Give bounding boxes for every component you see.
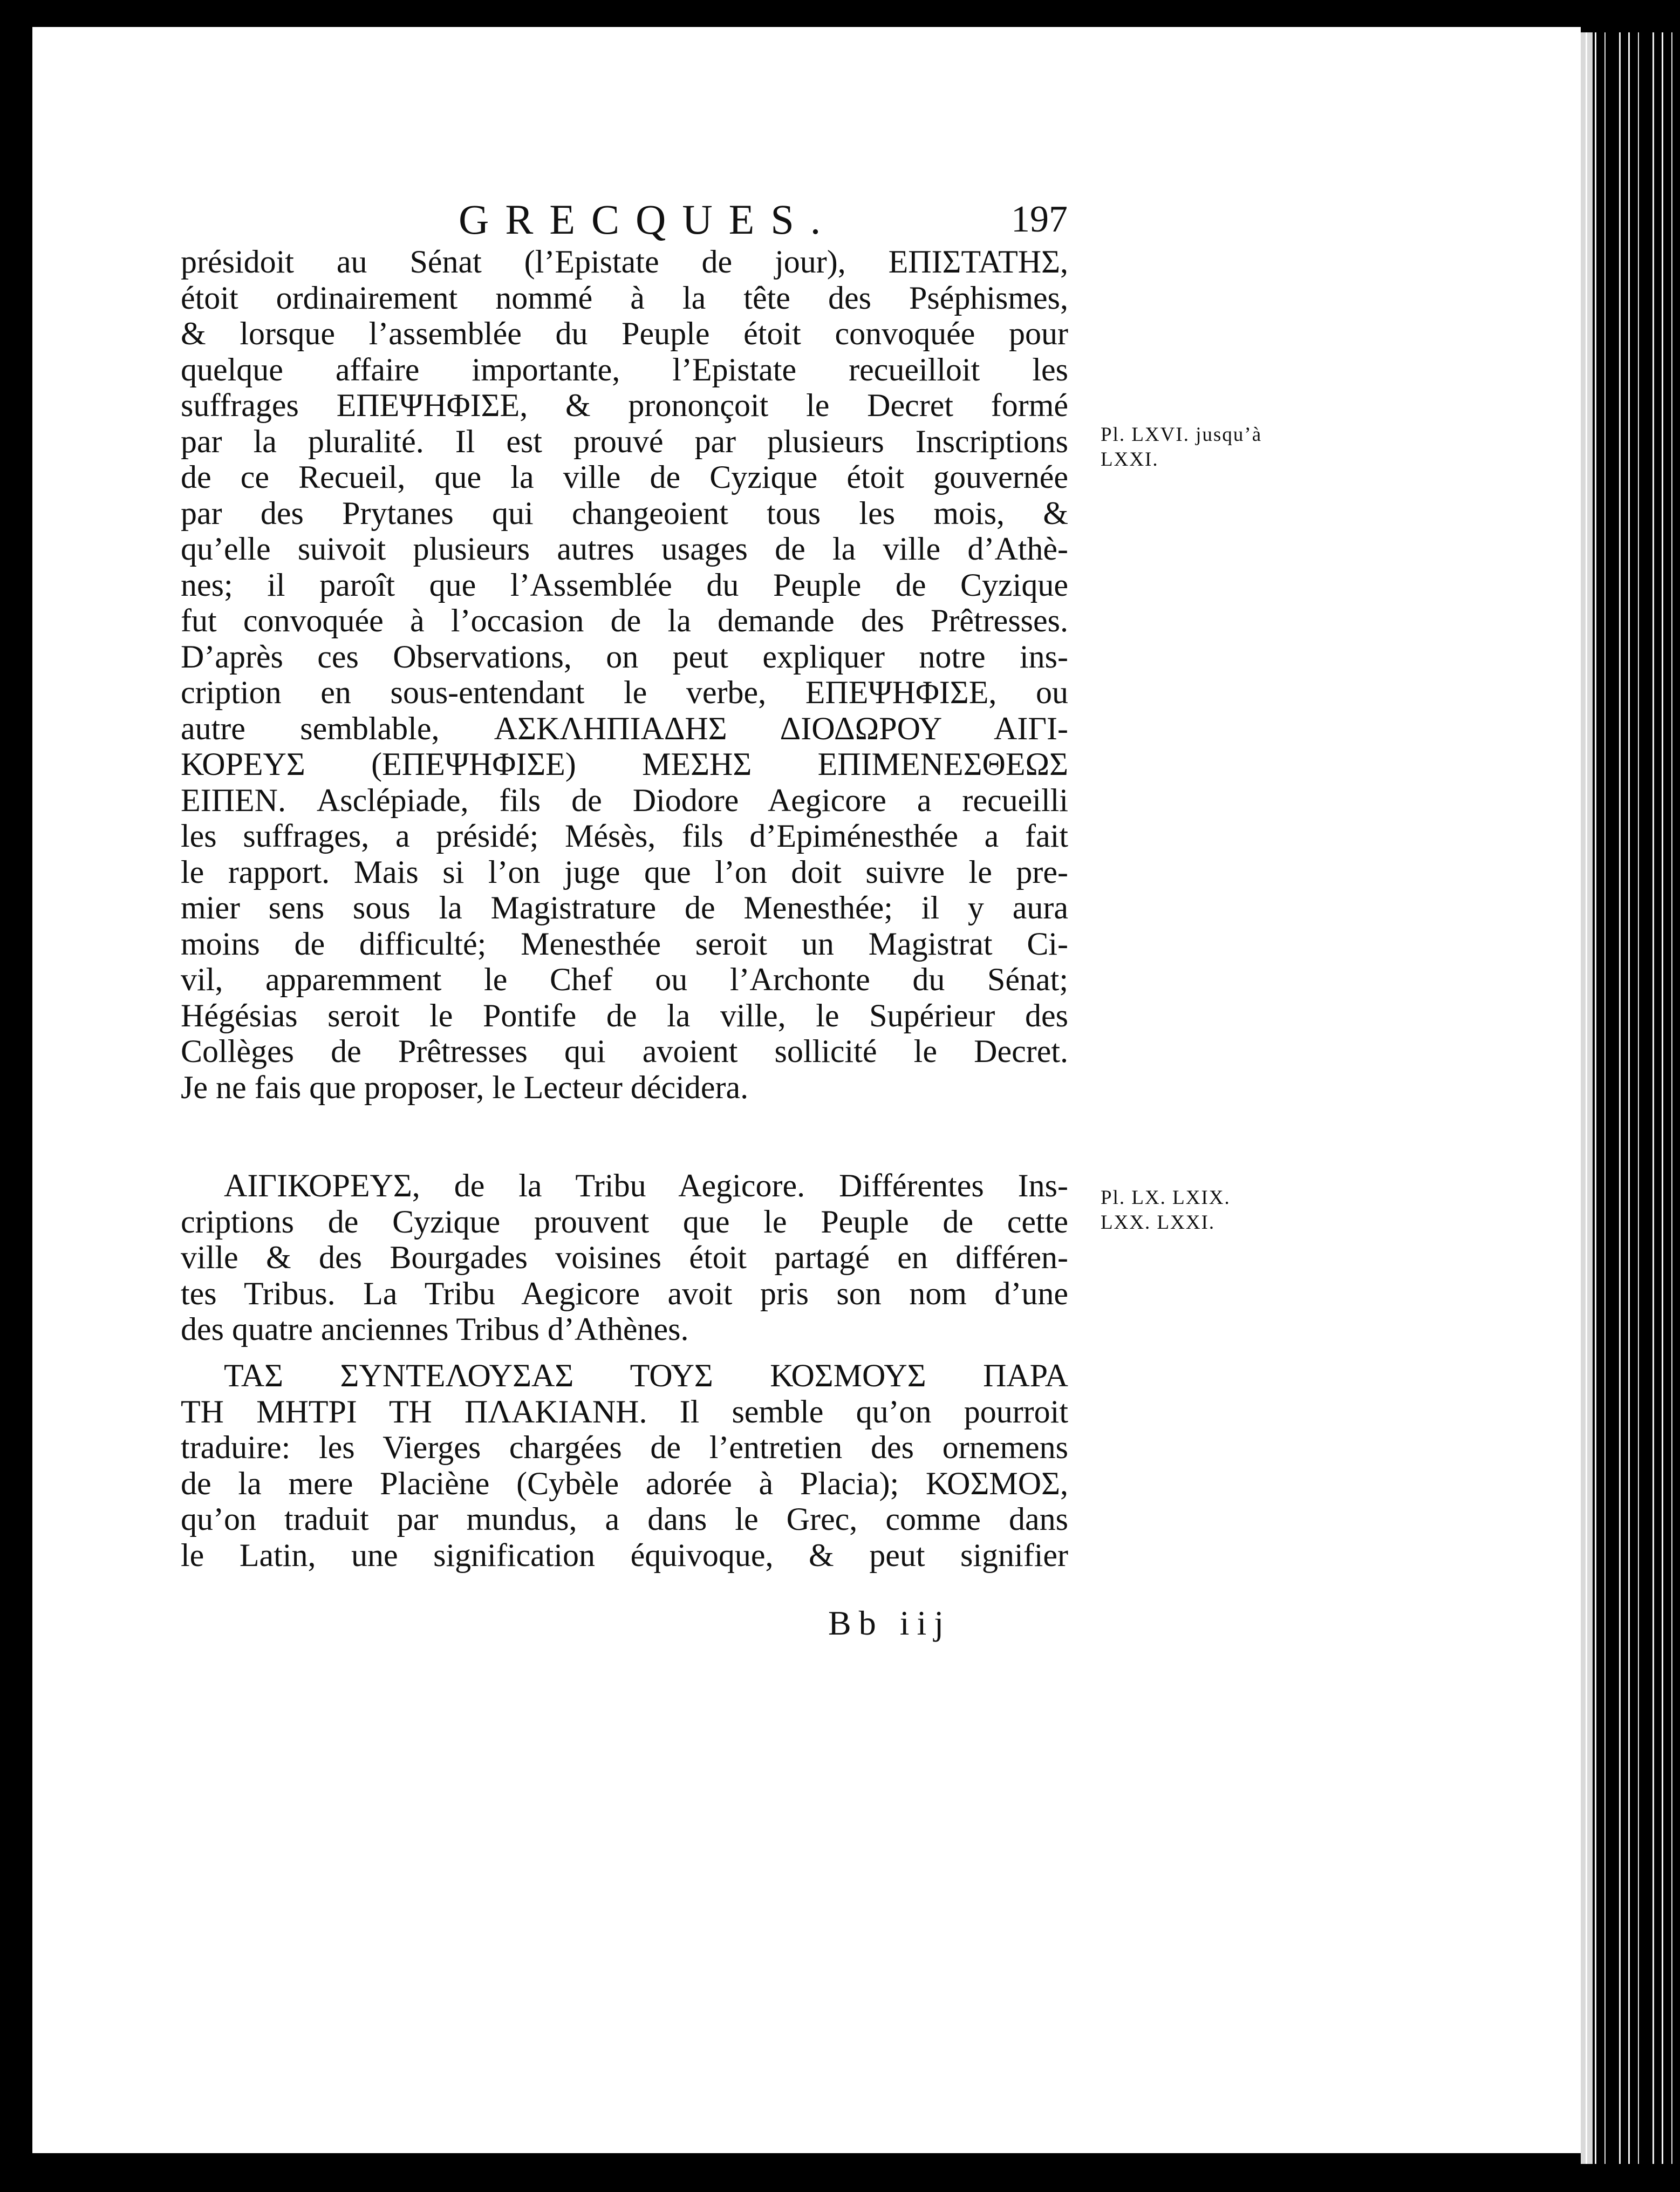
margin-note-line: LXXI.: [1101, 448, 1159, 471]
text-line: criptions de Cyzique prouvent que le Peuple de cette: [181, 1203, 1068, 1240]
paragraph-epistate: [181, 244, 1068, 1105]
paragraph-aigikoreus: [181, 1168, 1068, 1347]
text-line: ΤΗ ΜΗΤΡΙ ΤΗ ΠΛΑΚΙΑΝΗ. Il semble qu’on pourroit: [181, 1393, 1068, 1429]
page-number: 197: [1011, 199, 1068, 240]
margin-note-plates: [1101, 1186, 1231, 1235]
text-line: ΑΙΓΙΚΟΡΕΥΣ, de la Tribu Aegicore. Différentes Ins-: [224, 1168, 1068, 1203]
text-line: tes Tribus. La Tribu Aegicore avoit pris son nom d’une: [181, 1275, 1068, 1311]
text-line: par la pluralité. Il est prouvé par plusieurs Inscriptions: [181, 423, 1068, 459]
text-line: par des Prytanes qui changeoient tous les mois, &: [181, 495, 1068, 531]
text-line: qu’on traduit par mundus, a dans le Grec, comme dans: [181, 1501, 1068, 1537]
text-line: D’après ces Observations, on peut expliquer notre ins-: [181, 638, 1068, 675]
text-line: de la mere Placiène (Cybèle adorée à Placia); ΚΟΣΜΟΣ,: [181, 1465, 1068, 1501]
text-line: des quatre anciennes Tribus d’Athènes.: [181, 1311, 689, 1347]
text-line: de ce Recueil, que la ville de Cyzique étoit gouvernée: [181, 459, 1068, 495]
paragraph-kosmos: [181, 1358, 1068, 1573]
text-line: étoit ordinairement nommé à la tête des Pséphismes,: [181, 280, 1068, 316]
text-line: mier sens sous la Magistrature de Menesthée; il y aura: [181, 890, 1068, 925]
text-line: Je ne fais que proposer, le Lecteur décidera.: [181, 1069, 749, 1105]
margin-note-line: LXX. LXXI.: [1101, 1211, 1215, 1234]
running-title: GRECQUES.: [459, 196, 837, 243]
text-line: fut convoquée à l’occasion de la demande des Prêtresses.: [181, 603, 1068, 638]
text-line: ville & des Bourgades voisines étoit partagé en différen-: [181, 1240, 1068, 1275]
text-line: autre semblable, ΑΣΚΛΗΠΙΑΔΗΣ ΔΙΟΔΩΡΟΥ ΑΙΓΙ-: [181, 710, 1068, 746]
text-line: présidoit au Sénat (l’Epistate de jour), ΕΠΙΣΤΑΤΗΣ,: [181, 244, 1068, 280]
text-line: moins de difficulté; Menesthée seroit un Magistrat Ci-: [181, 925, 1068, 962]
text-line: cription en sous-entendant le verbe, ΕΠΕΨΗΦΙΣΕ, ou: [181, 675, 1068, 710]
text-line: quelque affaire importante, l’Epistate recueilloit les: [181, 351, 1068, 387]
signature-mark: Bb iij: [828, 1604, 952, 1642]
text-line: ΕΙΠΕΝ. Asclépiade, fils de Diodore Aegicore a recueilli: [181, 782, 1068, 818]
book-spine-edge: [1581, 32, 1680, 2164]
text-line: ΤΑΣ ΣΥΝΤΕΛΟΥΣΑΣ ΤΟΥΣ ΚΟΣΜΟΥΣ ΠΑΡΑ: [224, 1358, 1068, 1393]
text-line: & lorsque l’assemblée du Peuple étoit convoquée pour: [181, 316, 1068, 351]
margin-note-line: Pl. LXVI. jusqu’à: [1101, 424, 1262, 446]
text-line: Hégésias seroit le Pontife de la ville, le Supérieur des: [181, 997, 1068, 1033]
text-line: suffrages ΕΠΕΨΗΦΙΣΕ, & prononçoit le Decret formé: [181, 387, 1068, 423]
text-line: traduire: les Vierges chargées de l’entretien des ornemens: [181, 1429, 1068, 1465]
text-line: qu’elle suivoit plusieurs autres usages de la ville d’Athè-: [181, 531, 1068, 567]
text-line: le rapport. Mais si l’on juge que l’on doit suivre le pre-: [181, 854, 1068, 890]
page-edge-shadow: [1581, 32, 1593, 2164]
text-line: le Latin, une signification équivoque, & peut signifier: [181, 1537, 1068, 1573]
text-line: ΚΟΡΕΥΣ (ΕΠΕΨΗΦΙΣΕ) ΜΕΣΗΣ ΕΠΙΜΕΝΕΣΘΕΩΣ: [181, 746, 1068, 782]
text-line: Collèges de Prêtresses qui avoient sollicité le Decret.: [181, 1033, 1068, 1069]
text-line: vil, apparemment le Chef ou l’Archonte du Sénat;: [181, 962, 1068, 997]
margin-note-line: Pl. LX. LXIX.: [1101, 1187, 1231, 1209]
margin-note-plates: [1101, 423, 1262, 472]
text-line: nes; il paroît que l’Assemblée du Peuple de Cyzique: [181, 567, 1068, 603]
text-line: les suffrages, a présidé; Mésès, fils d’Epiménesthée a fait: [181, 818, 1068, 854]
